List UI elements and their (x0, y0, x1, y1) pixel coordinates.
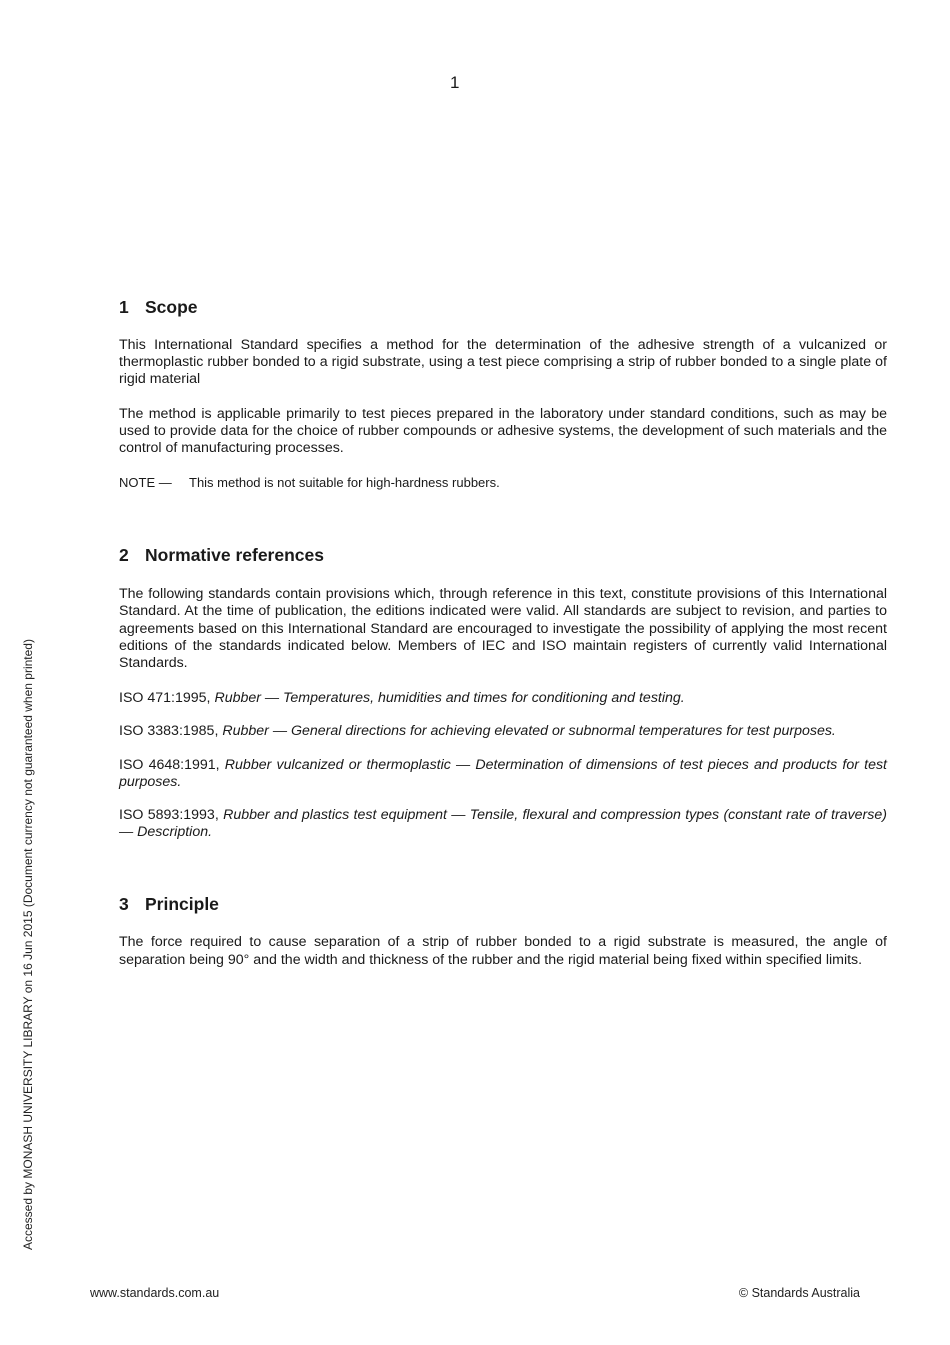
reference-code: ISO 3383:1985, (119, 723, 219, 740)
page-number: 1 (450, 73, 460, 92)
footer-copyright: © Standards Australia (738, 1286, 860, 1300)
reference-title: Rubber — Temperatures, humidities and times for conditioning and testing. (214, 690, 685, 707)
reference-code: ISO 471:1995, (119, 690, 211, 707)
reference-title: Rubber — General directions for achieving elevated or subnormal temperatures for test purposes. (222, 723, 836, 740)
note-label: NOTE — (119, 475, 172, 491)
section-title: Principle (145, 894, 219, 915)
reference-title: Rubber vulcanized or thermoplastic — Determination of dimensions of test pieces and products for test purposes. (119, 756, 888, 790)
section-number: 1 (119, 297, 129, 317)
note-text: This method is not suitable for high-hardness rubbers. (189, 475, 500, 491)
section-title: Normative references (145, 545, 324, 566)
principle-paragraph: The force required to cause separation of a strip of rubber bonded to a rigid substrate is measured, the angle of separation being 90° and the width and thickness of the rubber and the rigid material being fixed within specified limits. (119, 934, 887, 968)
reference-item (119, 757, 887, 791)
scope-note (119, 474, 887, 491)
scope-paragraph-2: The method is applicable primarily to test pieces prepared in the laboratory under standard conditions, such as may be used to provide data for the choice of rubber compounds or adhesive systems, the development of such materials and the control of manufacturing processes. (119, 405, 887, 457)
references-intro: The following standards contain provisions which, through reference in this text, constitute provisions of this International Standard. At the time of publication, the editions indicated were valid. All standards are subject to revision, and parties to agreements based on this International Standard are encouraged to investigate the possibility of applying the most recent editions of the standards indicated below. Members of IEC and ISO maintain registers of currently valid International Standards. (119, 586, 887, 672)
reference-item (119, 807, 887, 841)
reference-code: ISO 5893:1993, (119, 807, 219, 824)
reference-item (119, 723, 887, 740)
section-heading-normative-references (119, 543, 887, 567)
footer-website-link[interactable]: www.standards.com.au (90, 1286, 220, 1300)
section-heading-principle (119, 892, 887, 916)
section-title: Scope (145, 297, 198, 317)
section-number: 2 (119, 545, 129, 566)
reference-title: Rubber and plastics test equipment — Tensile, flexural and compression types (constant rate of traverse) — Description. (119, 807, 887, 841)
scope-paragraph-1: This International Standard specifies a method for the determination of the adhesive strength of a vulcanized or thermoplastic rubber bonded to a rigid substrate, using a test piece comprising a strip of rubber bonded to a single plate of rigid material (119, 337, 887, 388)
section-heading-scope (119, 295, 887, 319)
access-notice: Accessed by MONASH UNIVERSITY LIBRARY on 16 Jun 2015 (Document currency not guaranteed when printed) (21, 639, 35, 1250)
document-body (119, 295, 887, 969)
section-number: 3 (119, 894, 129, 915)
reference-code: ISO 4648:1991, (119, 756, 220, 773)
reference-item (119, 690, 887, 707)
